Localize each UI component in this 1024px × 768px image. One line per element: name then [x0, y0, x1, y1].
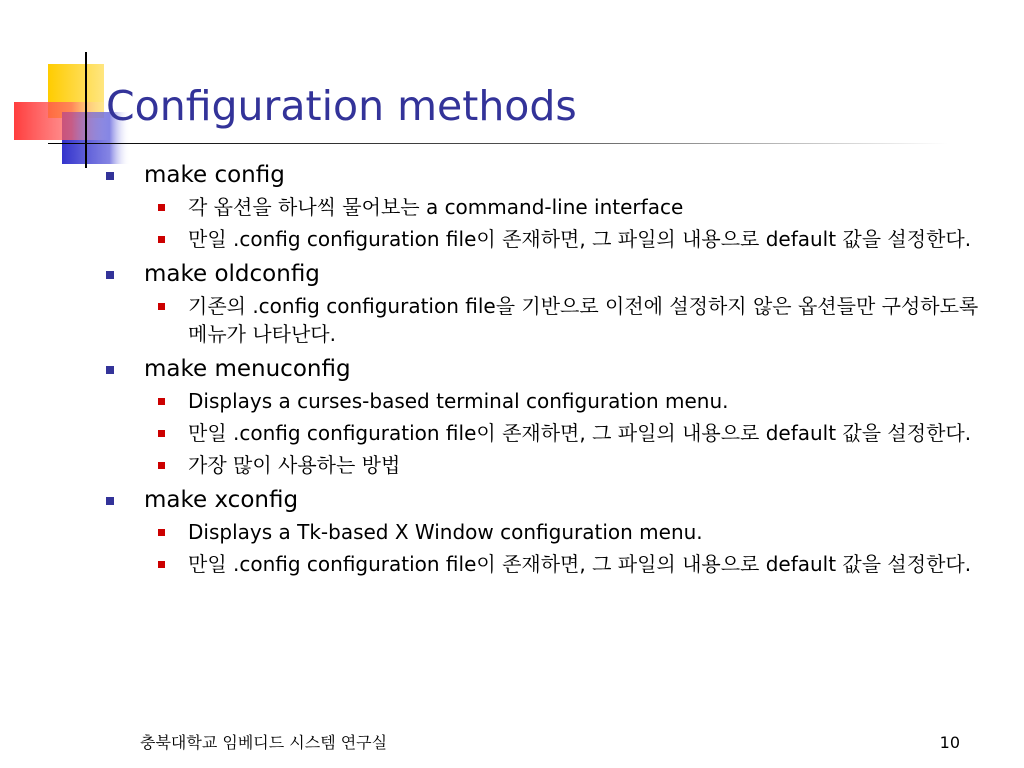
section-heading: make xconfig [144, 487, 299, 513]
square-bullet-icon [158, 462, 165, 469]
section-make-menuconfig [104, 354, 984, 479]
square-bullet-icon [106, 497, 114, 505]
slide-title: Configuration methods [106, 82, 577, 130]
list-item-text: 만일 .config configuration file이 존재하면, 그 파일의 내용으로 default 값을 설정한다. [188, 421, 972, 445]
deco-red-bar [14, 102, 110, 140]
section-make-oldconfig [104, 259, 984, 348]
title-underline [48, 143, 948, 144]
square-bullet-icon [158, 303, 165, 310]
square-bullet-icon [158, 236, 165, 243]
square-bullet-icon [106, 172, 114, 180]
section-heading: make oldconfig [144, 261, 320, 287]
page-number: 10 [939, 733, 960, 752]
square-bullet-icon [158, 204, 165, 211]
list-item [144, 451, 984, 479]
list-item-text: 가장 많이 사용하는 방법 [188, 453, 401, 477]
list-item-text: 각 옵션을 하나씩 물어보는 a command-line interface [188, 195, 684, 219]
bullet-list [104, 160, 984, 582]
list-item [144, 518, 984, 546]
square-bullet-icon [158, 430, 165, 437]
square-bullet-icon [106, 271, 114, 279]
square-bullet-icon [158, 398, 165, 405]
list-item [144, 225, 984, 253]
section-heading: make menuconfig [144, 356, 351, 382]
section-heading: make config [144, 162, 285, 188]
footer-text: 충북대학교 임베디드 시스템 연구실 [140, 733, 388, 752]
sub-list [144, 292, 984, 348]
list-item-text: Displays a Tk-based X Window configuration menu. [188, 520, 703, 544]
list-item-text: 만일 .config configuration file이 존재하면, 그 파일의 내용으로 default 값을 설정한다. [188, 552, 972, 576]
sub-list [144, 193, 984, 253]
list-item [144, 419, 984, 447]
list-item [144, 550, 984, 578]
list-item [144, 387, 984, 415]
list-item-text: Displays a curses-based terminal configuration menu. [188, 389, 729, 413]
section-make-config [104, 160, 984, 253]
list-item-text: 기존의 .config configuration file을 기반으로 이전에 설정하지 않은 옵션들만 구성하도록 메뉴가 나타난다. [188, 294, 979, 346]
section-make-xconfig [104, 485, 984, 578]
square-bullet-icon [158, 529, 165, 536]
list-item [144, 292, 984, 348]
list-item [144, 193, 984, 221]
square-bullet-icon [106, 366, 114, 374]
sub-list [144, 518, 984, 578]
sub-list [144, 387, 984, 479]
square-bullet-icon [158, 561, 165, 568]
list-item-text: 만일 .config configuration file이 존재하면, 그 파일의 내용으로 default 값을 설정한다. [188, 227, 972, 251]
